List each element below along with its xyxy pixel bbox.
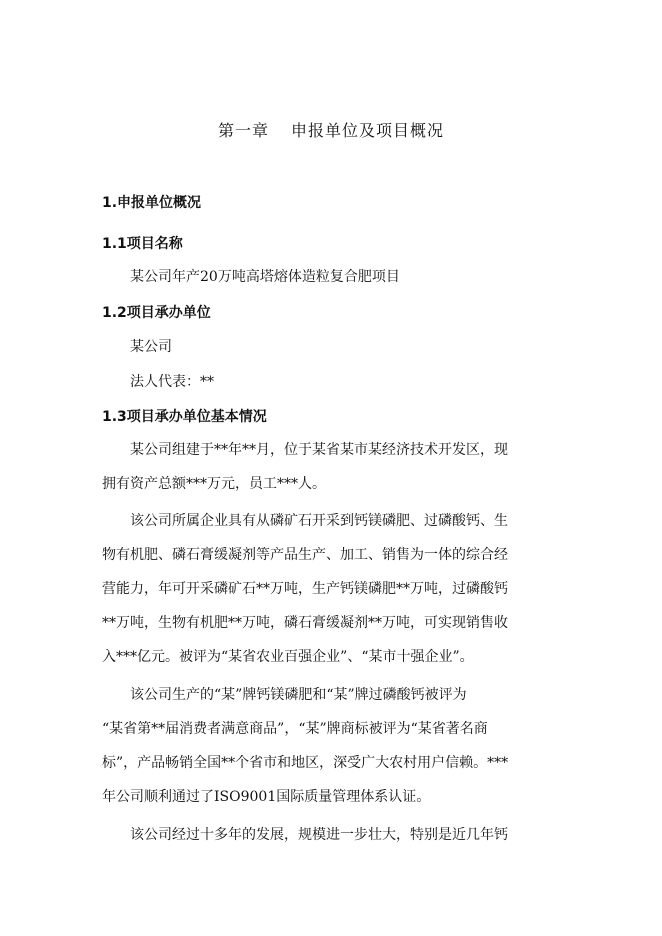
paragraph-line: 该公司经过十多年的发展，规模进一步壮大，特别是近几年钙: [130, 827, 508, 843]
paragraph-line: 年公司顺利通过了ISO9001国际质量管理体系认证。: [102, 789, 431, 805]
paragraph-line: 该公司所属企业具有从磷矿石开采到钙镁磷肥、过磷酸钙、生: [130, 513, 508, 529]
section-heading-1-2: 1.2项目承办单位: [102, 305, 211, 321]
section-heading-1-3: 1.3项目承办单位基本情况: [102, 409, 267, 425]
paragraph-line: “某省第**届消费者满意商品”，“某”牌商标被评为“某省著名商: [102, 721, 488, 737]
section-heading-1-1: 1.1项目名称: [102, 236, 183, 252]
chapter-title: [0, 118, 662, 141]
unit-name-text: 某公司: [130, 339, 172, 355]
paragraph-line: 入***亿元。被评为“某省农业百强企业”、“某市十强企业”。: [102, 649, 474, 665]
chapter-heading: 申报单位及项目概况: [291, 121, 445, 140]
paragraph-line: 营能力，年可开采磷矿石**万吨，生产钙镁磷肥**万吨，过磷酸钙: [102, 581, 508, 597]
paragraph-line: **万吨，生物有机肥**万吨，磷石膏缓凝剂**万吨，可实现销售收: [102, 615, 508, 631]
paragraph-line: 物有机肥、磷石膏缓凝剂等产品生产、加工、销售为一体的综合经: [102, 547, 508, 563]
paragraph-line: 标”，产品畅销全国**个省市和地区，深受广大农村用户信赖。***: [102, 755, 509, 771]
paragraph-line: 该公司生产的“某”牌钙镁磷肥和“某”牌过磷酸钙被评为: [130, 687, 467, 703]
chapter-label: 第一章: [217, 121, 269, 140]
paragraph-line: 拥有资产总额***万元，员工***人。: [102, 476, 326, 492]
section-heading-1: 1.申报单位概况: [102, 195, 202, 211]
legal-rep-text: 法人代表：**: [130, 374, 214, 390]
project-name-text: 某公司年产20万吨高塔熔体造粒复合肥项目: [130, 269, 400, 285]
paragraph-line: 某公司组建于**年**月，位于某省某市某经济技术开发区，现: [130, 442, 508, 458]
